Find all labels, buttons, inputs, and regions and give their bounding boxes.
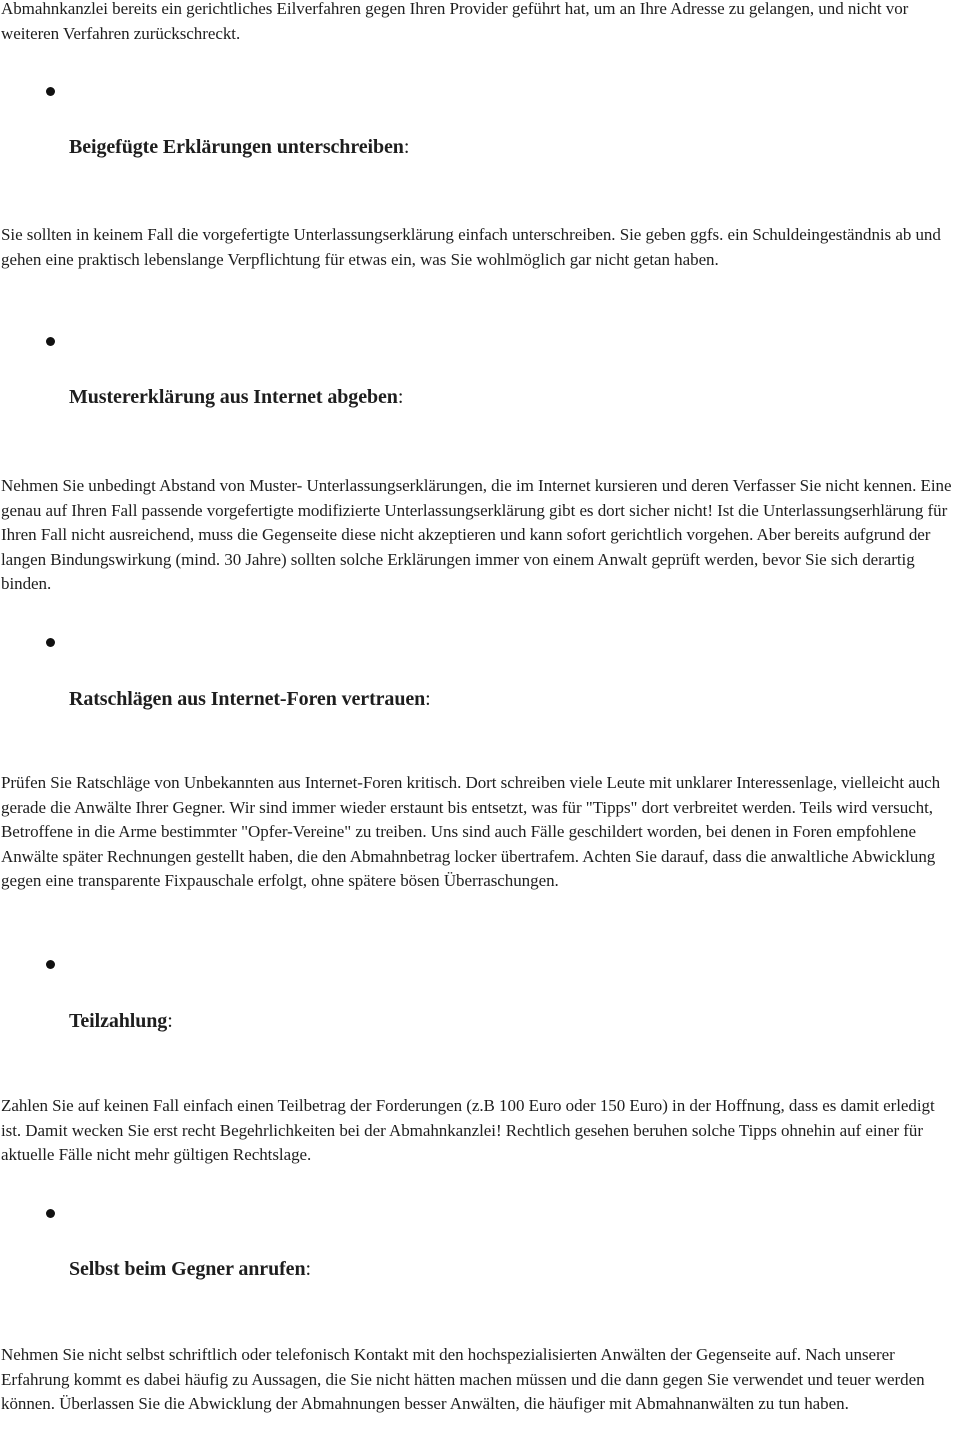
section-heading-text: Selbst beim Gegner anrufen xyxy=(69,1258,306,1280)
section-heading-1 xyxy=(69,134,409,160)
section-heading-5 xyxy=(69,1256,311,1282)
bullet-icon xyxy=(46,638,55,647)
section-heading-text: Beigefügte Erklärungen unterschreiben xyxy=(69,136,404,158)
section-body-2: Nehmen Sie unbedingt Abstand von Muster- Unterlassungserklärungen, die im Internet kursieren und deren Verfasser Sie nicht kennen. Eine genau auf Ihren Fall passende vorgefertigte modifizierte Unterlassungserklärung gibt es dort sicher nicht! Ist die Unterlassungserhlärung für Ihren Fall nicht ausreichend, muss die Gegenseite diese nicht akzeptieren und kann sofort gerichtlich vorgehen. Aber bereits aufgrund der langen Bindungswirkung (mind. 30 Jahre) sollten solche Erklärungen immer von einem Anwalt geprüft werden, bevor Sie sich derartig binden. xyxy=(1,476,952,594)
bullet-icon xyxy=(46,1209,55,1218)
section-heading-text: Ratschlägen aus Internet-Foren vertrauen xyxy=(69,688,426,710)
section-body-3: Prüfen Sie Ratschläge von Unbekannten aus Internet-Foren kritisch. Dort schreiben viele Leute mit unklarer Interessenlage, vielleicht auch gerade die Anwälte Ihrer Gegner. Wir sind immer wieder erstaunt bis entsetzt, was für "Tipps" dort verbreitet werden. Teils wird versucht, Betroffene in die Arme bestimmter "Opfer-Vereine" zu treiben. Uns sind auch Fälle geschildert worden, bei denen in Foren empfohlene Anwälte später Rechnungen gestellt haben, die den Abmahnbetrag locker übertrafem. Achten Sie darauf, dass die anwaltliche Abwicklung gegen eine transparente Fixpauschale erfolgt, ohne spätere bösen Überraschungen. xyxy=(1,773,941,891)
section-heading-3 xyxy=(69,686,431,712)
section-body-5: Nehmen Sie nicht selbst schriftlich oder telefonisch Kontakt mit den hochspezialisierten Anwälten der Gegenseite auf. Nach unserer Erfahrung kommt es dabei häufig zu Aussagen, die Sie nicht hätten machen müssen und die dann gegen Sie verwendet und teuer werden können. Überlassen Sie die Abwicklung der Abmahnungen besser Anwälten, die häufiger mit Abmahnanwälten zu tun haben. xyxy=(1,1345,925,1414)
heading-colon: : xyxy=(305,1258,311,1280)
bullet-icon xyxy=(46,337,55,346)
section-heading-text: Teilzahlung xyxy=(69,1010,168,1032)
section-body-4: Zahlen Sie auf keinen Fall einfach einen Teilbetrag der Forderungen (z.B 100 Euro oder 150 Euro) in der Hoffnung, dass es damit erledigt ist. Damit wecken Sie erst recht Begehrlichkeiten bei der Abmahnkanzlei! Rechtlich gesehen beruhen solche Tipps ohnehin auf einer für aktuelle Fälle nicht mehr gültigen Rechtslage. xyxy=(1,1096,935,1165)
section-heading-2 xyxy=(69,384,403,410)
bullet-icon xyxy=(46,87,55,96)
bullet-icon xyxy=(46,960,55,969)
section-heading-4 xyxy=(69,1008,173,1034)
heading-colon: : xyxy=(397,386,404,408)
section-body-1: Sie sollten in keinem Fall die vorgefertigte Unterlassungserklärung einfach unterschreiben. Sie geben ggfs. ein Schuldeingeständnis ab und gehen eine praktisch lebenslange Verpflichtung für etwas ein, was Sie wohlmöglich gar nicht getan haben. xyxy=(1,225,941,269)
section-heading-text: Mustererklärung aus Internet abgeben xyxy=(69,386,398,408)
heading-colon: : xyxy=(425,688,431,710)
intro-paragraph: Abmahnkanzlei bereits ein gerichtliches Eilverfahren gegen Ihren Provider geführt hat, um an Ihre Adresse zu gelangen, und nicht vor weiteren Verfahren zurückschreckt. xyxy=(1,0,909,43)
heading-colon: : xyxy=(403,136,410,158)
heading-colon: : xyxy=(167,1010,173,1032)
